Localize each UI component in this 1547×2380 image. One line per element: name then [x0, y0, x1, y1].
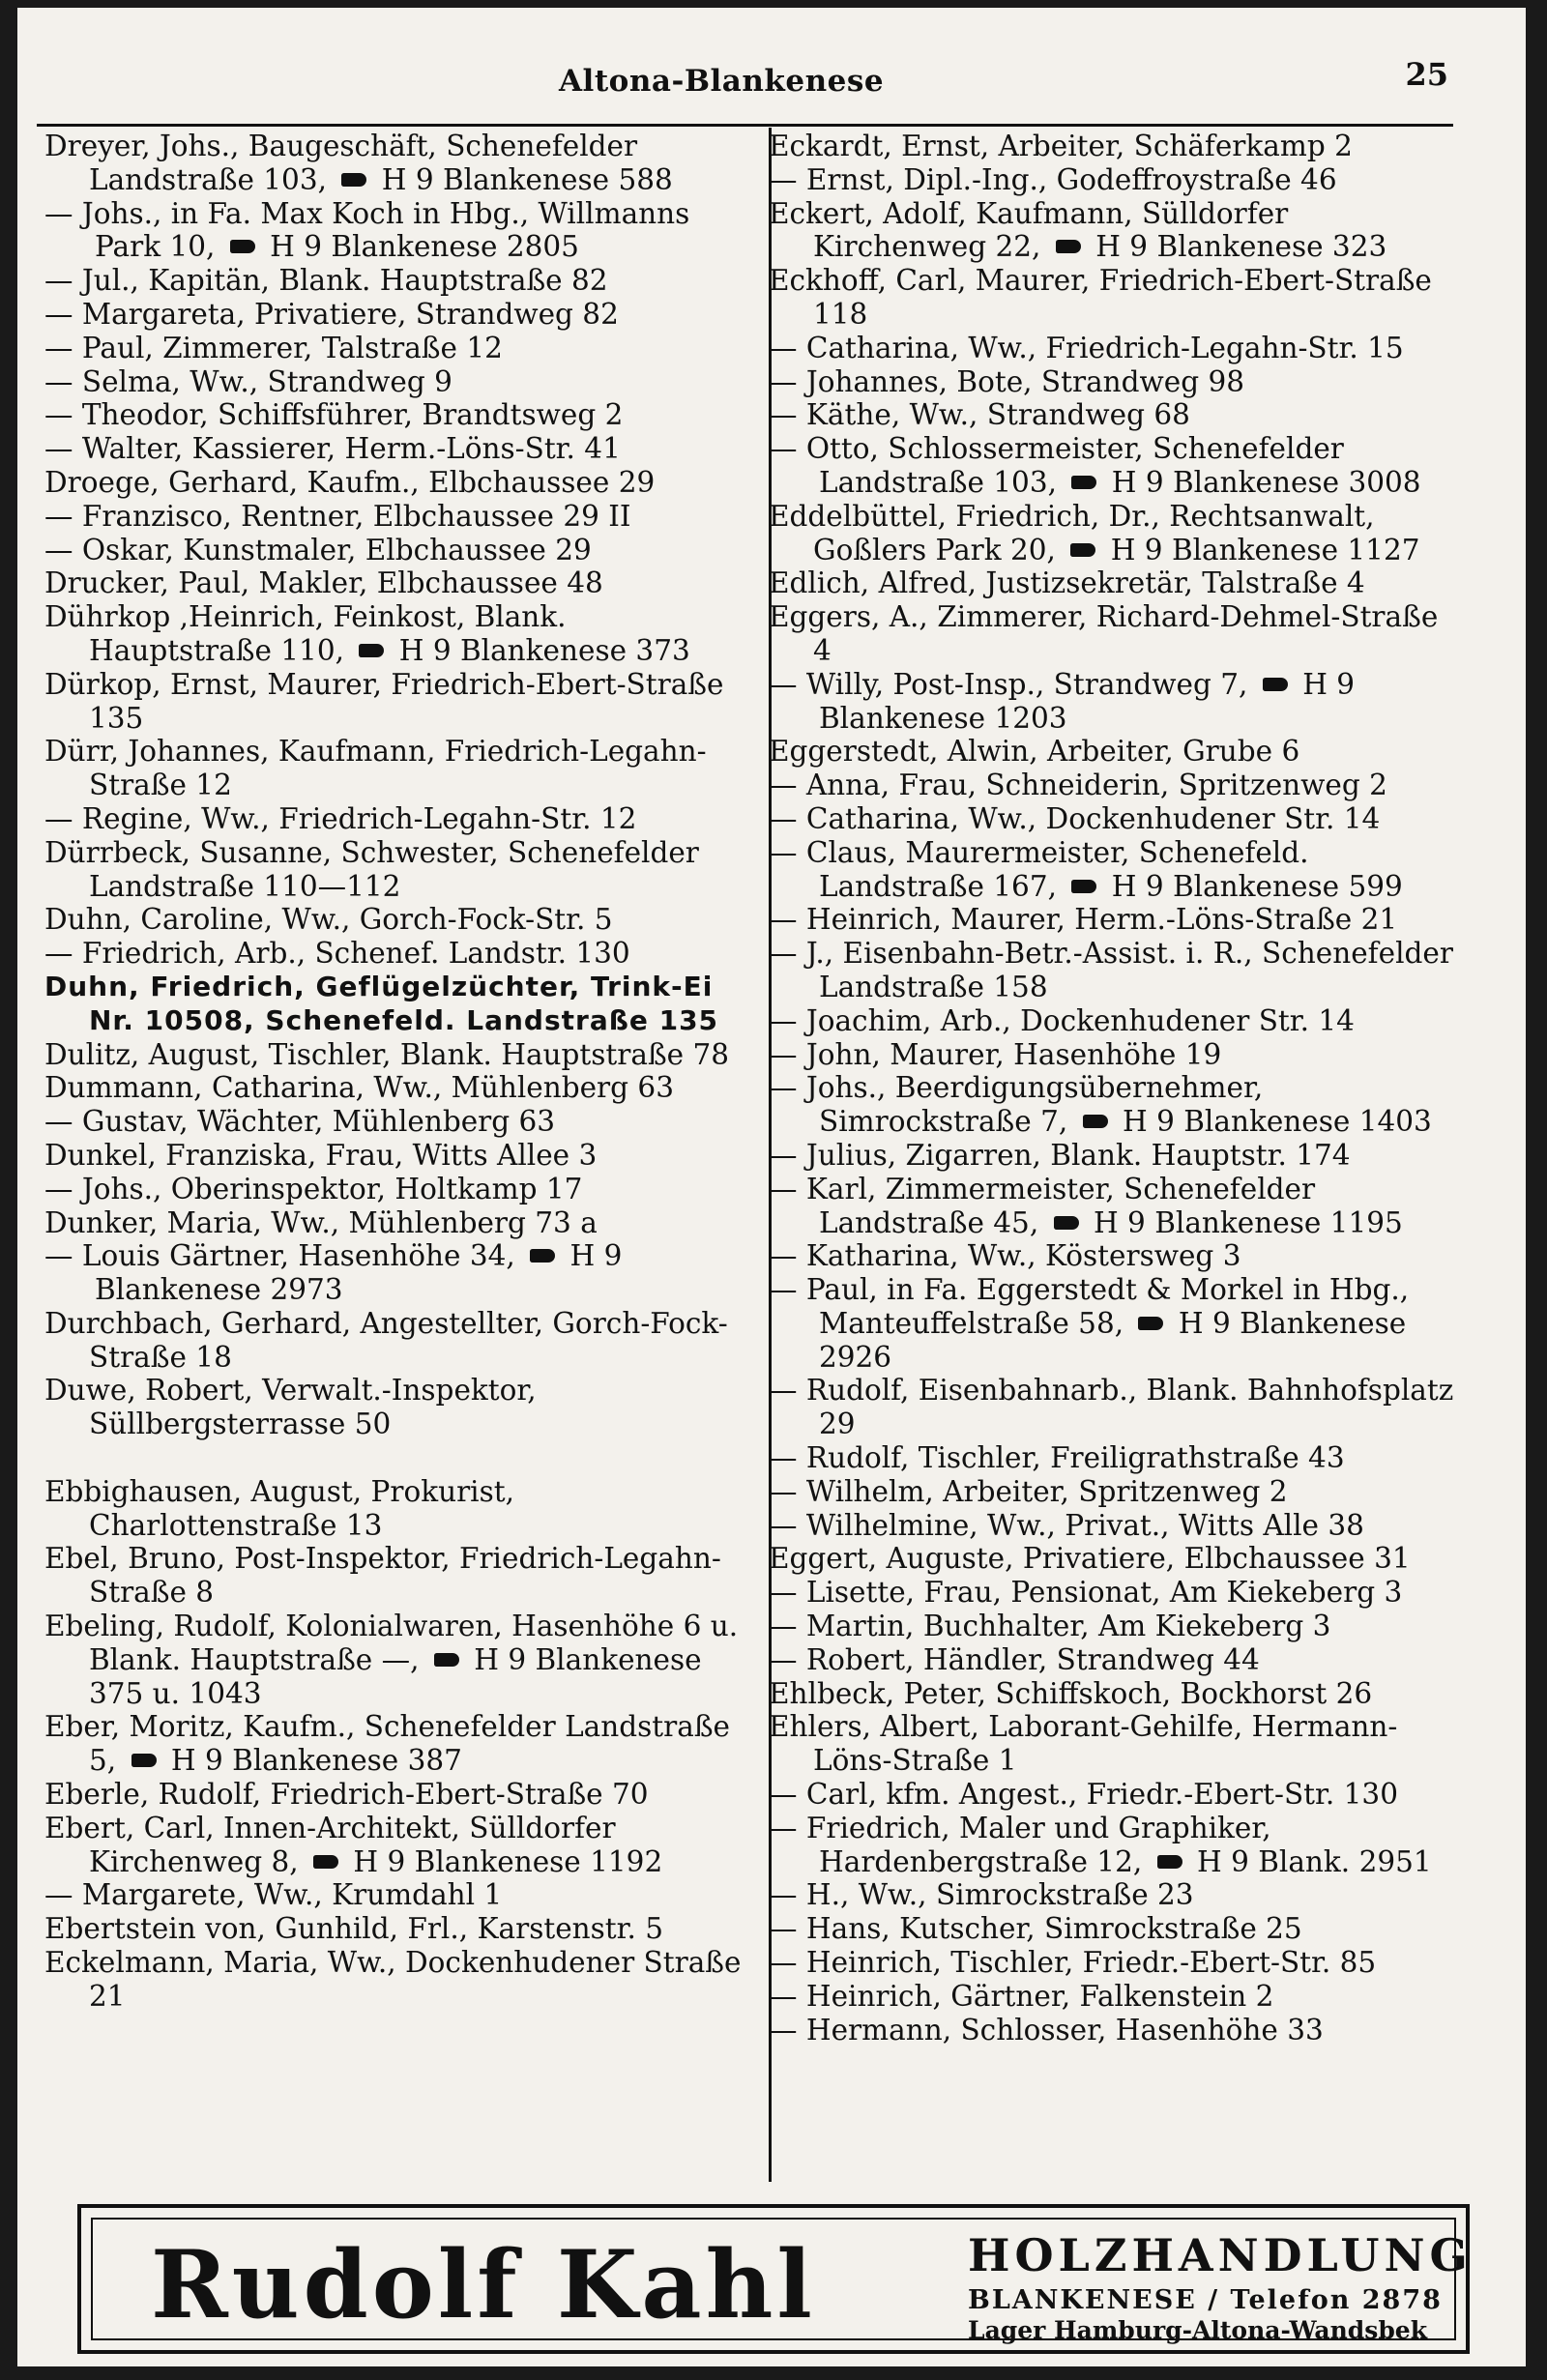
- directory-entry: — Paul, Zimmerer, Talstraße 12: [44, 331, 503, 364]
- directory-entry: — Wilhelm, Arbeiter, Spritzenweg 2: [769, 1474, 1288, 1508]
- directory-entry: Edlich, Alfred, Justizsekretär, Talstraße 4: [769, 566, 1365, 600]
- directory-entry: — J., Eisenbahn-Betr.-Assist. i. R., Schenefelder Landstraße 158: [769, 937, 1453, 1003]
- telephone-icon: [1071, 476, 1096, 489]
- directory-entry: — Anna, Frau, Schneiderin, Spritzenweg 2: [769, 769, 1387, 802]
- directory-entry: Eggert, Auguste, Privatiere, Elbchaussee 31: [769, 1542, 1411, 1576]
- directory-entry: — Rudolf, Eisenbahnarb., Blank. Bahnhofsplatz 29: [769, 1374, 1454, 1441]
- directory-entry: — H., Ww., Simrockstraße 23: [769, 1878, 1194, 1912]
- directory-entry: Eckardt, Ernst, Arbeiter, Schäferkamp 2: [769, 130, 1353, 162]
- telephone-icon: [1138, 1317, 1163, 1330]
- directory-entry: — Jul., Kapitän, Blank. Hauptstraße 82: [44, 264, 608, 298]
- directory-entry: — Heinrich, Maurer, Herm.-Löns-Straße 21: [769, 903, 1398, 937]
- directory-entry: — Margarete, Ww., Krumdahl 1: [44, 1878, 503, 1912]
- telephone-icon: [1071, 880, 1096, 893]
- directory-entry: Ebertstein von, Gunhild, Frl., Karstenstr. 5: [44, 1912, 664, 1946]
- directory-entry: — Karl, Zimmermeister, Schenefelder Landstraße 45, H 9 Blankenese 1195: [769, 1172, 1403, 1239]
- directory-entry: Ehlbeck, Peter, Schiffskoch, Bockhorst 26: [769, 1676, 1373, 1710]
- directory-entry: — Louis Gärtner, Hasenhöhe 34, H 9 Blankenese 2973: [44, 1239, 623, 1307]
- directory-entry: Duwe, Robert, Verwalt.-Inspektor, Süllbergsterrasse 50: [44, 1374, 537, 1441]
- directory-entry: Ebert, Carl, Innen-Architekt, Sülldorfer Kirchenweg 8, H 9 Blankenese 1192: [44, 1811, 663, 1878]
- left-column: [44, 130, 750, 2014]
- ad-location-phone: BLANKENESE / Telefon 2878: [968, 2285, 1443, 2315]
- directory-entry: Dulitz, August, Tischler, Blank. Hauptstraße 78: [44, 1037, 730, 1071]
- directory-entry: Ebbighausen, August, Prokurist, Charlottenstraße 13: [44, 1474, 514, 1542]
- directory-entry: — Hans, Kutscher, Simrockstraße 25: [769, 1912, 1302, 1946]
- directory-entry: Ehlers, Albert, Laborant-Gehilfe, Hermann-Löns-Straße 1: [769, 1710, 1398, 1778]
- telephone-icon: [131, 1754, 157, 1767]
- advertisement: [77, 2204, 1473, 2354]
- directory-entry: Eckert, Adolf, Kaufmann, Sülldorfer Kirchenweg 22, H 9 Blankenese 323: [769, 196, 1387, 264]
- directory-entry: — Käthe, Ww., Strandweg 68: [769, 398, 1190, 432]
- directory-entry: — Willy, Post-Insp., Strandweg 7, H 9 Blankenese 1203: [769, 667, 1356, 735]
- directory-entry: Ebeling, Rudolf, Kolonialwaren, Hasenhöhe 6 u. Blank. Hauptstraße —, H 9 Blankenese 375 u. 1043: [44, 1610, 739, 1710]
- telephone-icon: [434, 1653, 459, 1667]
- directory-entry: — Julius, Zigarren, Blank. Hauptstr. 174: [769, 1138, 1351, 1172]
- directory-entry: Dummann, Catharina, Ww., Mühlenberg 63: [44, 1071, 674, 1105]
- directory-entry: — Lisette, Frau, Pensionat, Am Kiekeberg 3: [769, 1576, 1403, 1610]
- directory-entry: — Friedrich, Maler und Graphiker, Hardenbergstraße 12, H 9 Blank. 2951: [769, 1811, 1432, 1878]
- directory-entry: — Joachim, Arb., Dockenhudener Str. 14: [769, 1003, 1355, 1037]
- directory-entry: — Catharina, Ww., Friedrich-Legahn-Str. 15: [769, 331, 1404, 364]
- page-header: [17, 56, 1526, 102]
- directory-entry: — Regine, Ww., Friedrich-Legahn-Str. 12: [44, 801, 637, 835]
- directory-entry: — Franzisco, Rentner, Elbchaussee 29 II: [44, 499, 631, 533]
- directory-entry: Durchbach, Gerhard, Angestellter, Gorch-Fock-Straße 18: [44, 1306, 728, 1374]
- directory-entry: — Johs., Oberinspektor, Holtkamp 17: [44, 1172, 583, 1205]
- directory-page: [17, 8, 1526, 2366]
- directory-entry: Eddelbüttel, Friedrich, Dr., Rechtsanwalt, Goßlers Park 20, H 9 Blankenese 1127: [769, 499, 1420, 566]
- directory-entry: Dunker, Maria, Ww., Mühlenberg 73 a: [44, 1205, 598, 1239]
- directory-entry: Dührkop ,Heinrich, Feinkost, Blank. Hauptstraße 110, H 9 Blankenese 373: [44, 600, 690, 667]
- directory-entry: — Heinrich, Tischler, Friedr.-Ebert-Str. 85: [769, 1946, 1377, 1980]
- directory-entry: — Oskar, Kunstmaler, Elbchaussee 29: [44, 533, 592, 566]
- telephone-icon: [1157, 1855, 1182, 1869]
- directory-entry: — Hermann, Schlosser, Hasenhöhe 33: [769, 2013, 1324, 2046]
- page-number: 25: [1405, 56, 1448, 93]
- advertisement-inner-border: [91, 2218, 1473, 2344]
- section-gap: [44, 1441, 750, 1475]
- directory-entry: — Heinrich, Gärtner, Falkenstein 2: [769, 1979, 1274, 2013]
- header-rule: [37, 124, 1453, 127]
- telephone-icon: [230, 240, 255, 253]
- directory-entry: Eckhoff, Carl, Maurer, Friedrich-Ebert-Straße 118: [769, 264, 1432, 331]
- directory-entry: Duhn, Caroline, Ww., Gorch-Fock-Str. 5: [44, 903, 613, 937]
- directory-entry: Eggerstedt, Alwin, Arbeiter, Grube 6: [769, 735, 1300, 769]
- directory-entry: Eber, Moritz, Kaufm., Schenefelder Landstraße 5, H 9 Blankenese 387: [44, 1710, 730, 1778]
- directory-entry: Dürr, Johannes, Kaufmann, Friedrich-Legahn-Straße 12: [44, 735, 707, 802]
- directory-entry: — Walter, Kassierer, Herm.-Löns-Str. 41: [44, 432, 621, 466]
- directory-entry: — Catharina, Ww., Dockenhudener Str. 14: [769, 801, 1381, 835]
- header-title: Altona-Blankenese: [559, 64, 885, 99]
- directory-entry: Dürrbeck, Susanne, Schwester, Schenefelder Landstraße 110—112: [44, 835, 699, 903]
- directory-entry: — Wilhelmine, Ww., Privat., Witts Alle 38: [769, 1508, 1364, 1542]
- directory-entry: Dreyer, Johs., Baugeschäft, Schenefelder Landstraße 103, H 9 Blankenese 588: [44, 130, 673, 196]
- telephone-icon: [530, 1249, 555, 1263]
- right-column: [769, 130, 1465, 2046]
- telephone-icon: [1083, 1115, 1108, 1128]
- directory-entry: Eggers, A., Zimmerer, Richard-Dehmel-Straße 4: [769, 600, 1439, 667]
- directory-entry: — Robert, Händler, Strandweg 44: [769, 1642, 1260, 1676]
- directory-entry: — Selma, Ww., Strandweg 9: [44, 364, 452, 398]
- directory-entry: Eckelmann, Maria, Ww., Dockenhudener Straße 21: [44, 1946, 742, 2013]
- ad-business-type: HOLZHANDLUNG: [968, 2229, 1473, 2281]
- directory-entry: — Claus, Maurermeister, Schenefeld. Landstraße 167, H 9 Blankenese 599: [769, 835, 1403, 903]
- directory-entry: — Katharina, Ww., Köstersweg 3: [769, 1239, 1241, 1273]
- directory-entry: — Carl, kfm. Angest., Friedr.-Ebert-Str. 130: [769, 1778, 1398, 1812]
- directory-entry: — Otto, Schlossermeister, Schenefelder Landstraße 103, H 9 Blankenese 3008: [769, 432, 1421, 499]
- ad-company-name: Rudolf Kahl: [151, 2230, 816, 2339]
- telephone-icon: [1054, 1216, 1079, 1230]
- directory-entry: Droege, Gerhard, Kaufm., Elbchaussee 29: [44, 465, 656, 499]
- directory-entry: — Rudolf, Tischler, Freiligrathstraße 43: [769, 1441, 1345, 1475]
- directory-entry: Ebel, Bruno, Post-Inspektor, Friedrich-Legahn-Straße 8: [44, 1542, 721, 1610]
- telephone-icon: [1263, 678, 1288, 691]
- directory-entry: — Johannes, Bote, Strandweg 98: [769, 364, 1245, 398]
- directory-entry: — Gustav, Wächter, Mühlenberg 63: [44, 1105, 556, 1139]
- directory-entry: Dunkel, Franziska, Frau, Witts Allee 3: [44, 1138, 598, 1172]
- directory-entry: — John, Maurer, Hasenhöhe 19: [769, 1037, 1222, 1071]
- directory-entry: — Friedrich, Arb., Schenef. Landstr. 130: [44, 937, 630, 971]
- ad-storage-locations: Lager Hamburg-Altona-Wandsbek: [968, 2316, 1428, 2344]
- directory-entry: — Johs., Beerdigungsübernehmer, Simrockstraße 7, H 9 Blankenese 1403: [769, 1071, 1432, 1139]
- directory-entry: — Martin, Buchhalter, Am Kiekeberg 3: [769, 1610, 1331, 1643]
- telephone-icon: [313, 1855, 338, 1869]
- telephone-icon: [359, 644, 384, 657]
- directory-entry: — Paul, in Fa. Eggerstedt & Morkel in Hbg., Manteuffelstraße 58, H 9 Blankenese 2926: [769, 1273, 1410, 1374]
- telephone-icon: [341, 173, 366, 187]
- advertised-entry: Duhn, Friedrich, Geflügelzüchter, Trink-Ei Nr. 10508, Schenefeld. Landstraße 135: [44, 970, 719, 1036]
- directory-entry: Drucker, Paul, Makler, Elbchaussee 48: [44, 566, 603, 600]
- directory-entry: Dürkop, Ernst, Maurer, Friedrich-Ebert-Straße 135: [44, 667, 724, 735]
- telephone-icon: [1070, 543, 1095, 557]
- directory-entry: — Margareta, Privatiere, Strandweg 82: [44, 297, 619, 331]
- directory-entry: — Johs., in Fa. Max Koch in Hbg., Willmanns Park 10, H 9 Blankenese 2805: [44, 196, 690, 264]
- directory-entry: — Theodor, Schiffsführer, Brandtsweg 2: [44, 398, 624, 432]
- directory-entry: — Ernst, Dipl.-Ing., Godeffroystraße 46: [769, 162, 1337, 196]
- directory-entry: Eberle, Rudolf, Friedrich-Ebert-Straße 70: [44, 1778, 649, 1812]
- telephone-icon: [1056, 240, 1081, 253]
